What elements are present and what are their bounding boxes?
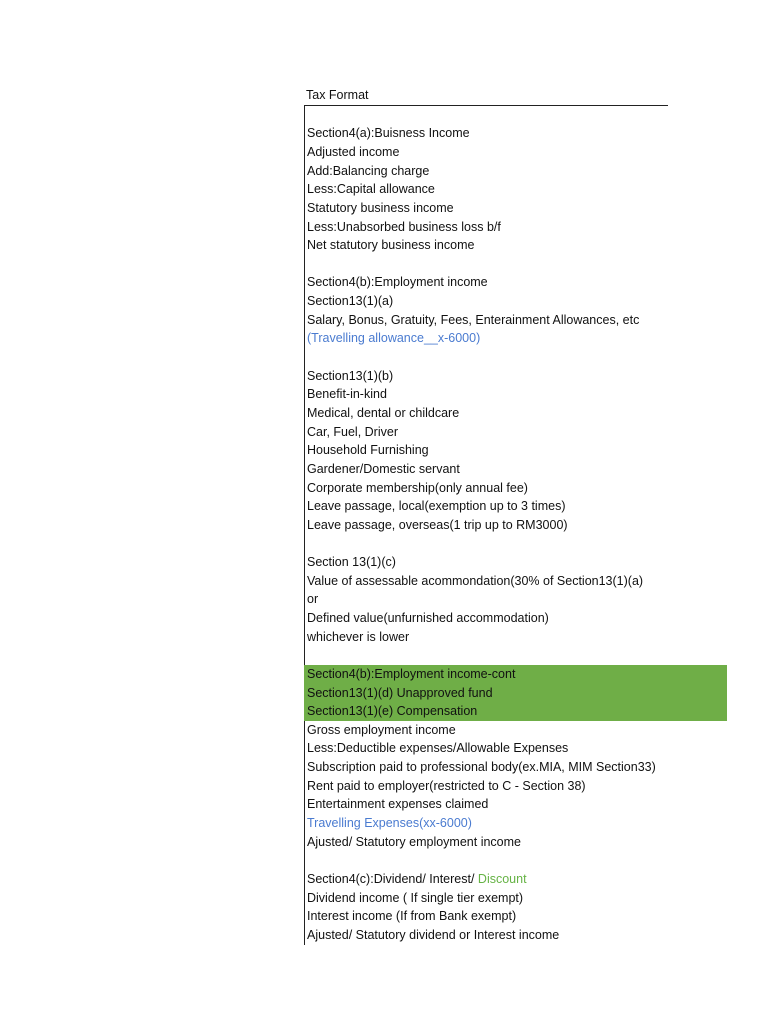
text-row: Entertainment expenses claimed: [307, 797, 489, 812]
blank-row: [305, 106, 745, 125]
text-row: Leave passage, overseas(1 trip up to RM3000): [307, 517, 568, 532]
text-row: Adjusted income: [307, 144, 400, 159]
text-row: or: [307, 592, 319, 607]
blank-row: [305, 348, 745, 367]
text-row: Section 13(1)(c): [307, 555, 396, 570]
row-list: [304, 106, 745, 945]
text-row: Rent paid to employer(restricted to C - Section 38): [307, 778, 586, 793]
blank-row: [305, 534, 745, 553]
text-row: Medical, dental or childcare: [307, 405, 460, 420]
text-row: Less:Capital allowance: [307, 182, 435, 197]
text-row: Salary, Bonus, Gratuity, Fees, Enterainment Allowances, etc: [307, 312, 640, 327]
text-row: Section4(b):Employment income: [307, 275, 488, 290]
text-row: Benefit-in-kind: [307, 387, 387, 402]
text-row: Household Furnishing: [307, 443, 429, 458]
text-row: Defined value(unfurnished accommodation): [307, 610, 549, 625]
text-row: Less:Deductible expenses/Allowable Expenses: [307, 741, 569, 756]
text-row: Gross employment income: [307, 722, 456, 737]
text-row: Net statutory business income: [307, 238, 475, 253]
blank-row: [305, 851, 745, 870]
text-row: Interest income (If from Bank exempt): [307, 909, 517, 924]
highlighted-row: Section4(b):Employment income-cont: [304, 665, 727, 684]
text-row: Ajusted/ Statutory employment income: [307, 834, 521, 849]
text-row: Leave passage, local(exemption up to 3 times): [307, 499, 566, 514]
sheet-title: Tax Format: [304, 86, 668, 106]
text-row: Value of assessable acommondation(30% of Section13(1)(a): [307, 573, 644, 588]
text-row: Section4(a):Buisness Income: [307, 126, 470, 141]
text-row: Car, Fuel, Driver: [307, 424, 398, 439]
text-row: whichever is lower: [307, 629, 410, 644]
tax-format-sheet: [304, 86, 744, 945]
text-row: Section13(1)(a): [307, 294, 394, 309]
text-row: Subscription paid to professional body(ex.MIA, MIM Section33): [307, 760, 656, 775]
highlighted-row: Section13(1)(d) Unapproved fund: [304, 684, 727, 703]
text-row: Statutory business income: [307, 200, 454, 215]
text-row: Ajusted/ Statutory dividend or Interest income: [307, 927, 560, 942]
text-row: Corporate membership(only annual fee): [307, 480, 528, 495]
blank-row: [305, 255, 745, 274]
text-row: Dividend income ( If single tier exempt): [307, 890, 524, 905]
highlighted-row: Section13(1)(e) Compensation: [304, 702, 727, 721]
text-row: Gardener/Domestic servant: [307, 461, 460, 476]
text-row: Less:Unabsorbed business loss b/f: [307, 219, 501, 234]
text-row: (Travelling allowance__x-6000): [307, 331, 481, 346]
text-row: Travelling Expenses(xx-6000): [307, 816, 472, 831]
text-row: [305, 870, 745, 889]
blank-row: [305, 646, 745, 665]
row-text: Section4(c):Dividend/ Interest/: [307, 871, 478, 886]
text-row: Section13(1)(b): [307, 368, 394, 383]
row-text-accent: Discount: [477, 871, 527, 886]
text-row: Add:Balancing charge: [307, 163, 430, 178]
